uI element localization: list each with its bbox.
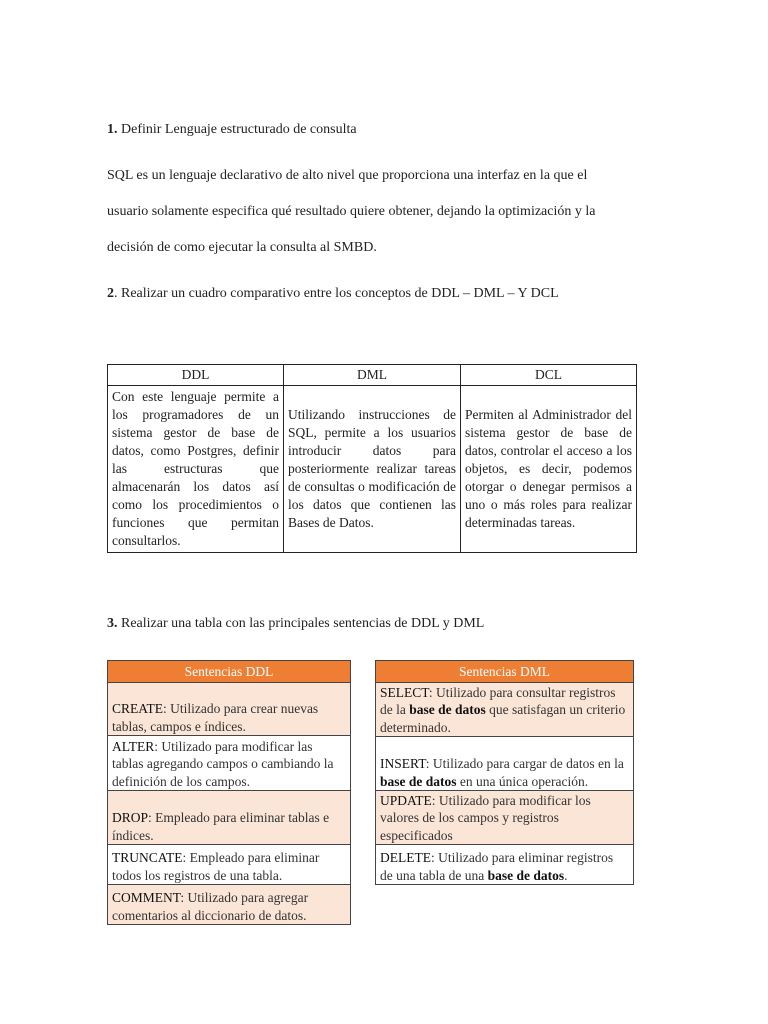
description: : Utilizado para modificar los valores de los campos y registros especificados: [380, 792, 591, 843]
description: : Utilizado para agregar comentarios al diccionario de datos.: [112, 890, 309, 923]
dml-statements-table: [375, 660, 634, 885]
header-dml: DML: [284, 365, 461, 386]
ddl-statements-table: [107, 660, 351, 925]
q3-number: 3.: [107, 616, 118, 631]
description-end: que satisfagan un criterio determinado.: [380, 702, 626, 735]
comparison-header-row: [108, 365, 637, 386]
dml-row-delete: [376, 845, 634, 885]
description: : Empleado para eliminar tablas e índices.: [112, 810, 330, 843]
comparison-body-row: [108, 386, 637, 553]
description: : Utilizado para crear nuevas tablas, campos e índices.: [112, 701, 319, 734]
table-row: [376, 683, 634, 737]
q2-title: . Realizar un cuadro comparativo entre los conceptos de DDL – DML – Y DCL: [114, 286, 559, 301]
ddl-row-comment: [108, 885, 351, 925]
ddl-table-header: Sentencias DDL: [108, 661, 351, 683]
table-row: [376, 791, 634, 845]
keyword: COMMENT: [112, 890, 181, 905]
q3-title: Realizar una tabla con las principales sentencias de DDL y DML: [117, 616, 485, 631]
description: : Utilizado para modificar las tablas agregando campos o cambiando la definición de los campos.: [112, 738, 334, 789]
q1-line-2: usuario solamente especifica qué resultado quiere obtener, dejando la optimización y la: [107, 204, 596, 219]
emphasis: base de datos: [409, 702, 486, 717]
dml-table-header: Sentencias DML: [376, 661, 634, 683]
ddl-row-create: [108, 683, 351, 736]
ddl-row-alter: [108, 736, 351, 791]
keyword: INSERT: [380, 756, 426, 771]
table-row: [108, 736, 351, 791]
keyword: UPDATE: [380, 792, 432, 808]
cell-dml: Utilizando instrucciones de SQL, permite a los usuarios introducir datos para posteriormente realizar tareas de consultas o modificación de los datos que contienen las Bases de Datos.: [284, 386, 461, 553]
ddl-row-truncate: [108, 845, 351, 885]
description: : Utilizado para consultar registros de la: [380, 684, 616, 717]
cell-dcl: Permiten al Administrador del sistema gestor de base de datos, controlar el acceso a los objetos, es decir, podemos otorgar o denegar permisos a uno o más roles para realizar determinadas tareas.: [461, 386, 637, 553]
q1-title: Definir Lenguaje estructurado de consulta: [121, 122, 357, 137]
q2-heading: [107, 285, 559, 303]
keyword: ALTER: [112, 738, 155, 754]
q1-number: 1.: [107, 122, 118, 137]
description-end: en una única operación.: [456, 773, 589, 789]
table-row: [108, 683, 351, 736]
dml-row-insert: [376, 737, 634, 791]
keyword: DELETE: [380, 850, 431, 865]
keyword: TRUNCATE: [112, 850, 183, 865]
table-row: [376, 737, 634, 791]
q2-number: 2: [107, 286, 114, 301]
dml-row-update: [376, 791, 634, 845]
keyword: SELECT: [380, 684, 429, 700]
description: : Utilizado para cargar de datos en la: [425, 756, 624, 771]
ddl-row-drop: [108, 791, 351, 845]
table-row: [108, 791, 351, 845]
q1-heading: [107, 121, 357, 139]
table-row: [108, 885, 351, 925]
header-dcl: DCL: [461, 365, 637, 386]
dml-row-select: [376, 683, 634, 737]
q1-line-1: SQL es un lenguaje declarativo de alto nivel que proporciona una interfaz en la que el: [107, 168, 588, 183]
q3-heading: [107, 615, 484, 633]
emphasis: base de datos: [487, 867, 565, 883]
description: : Utilizado para eliminar registros de una tabla de una: [380, 850, 614, 883]
table-row: [376, 845, 634, 885]
keyword: DROP: [112, 810, 149, 825]
cell-ddl: Con este lenguaje permite a los programadores de un sistema gestor de base de datos, como Postgres, definir las estructuras que almacenarán los datos así como los procedimientos o funciones que permitan consultarlos.: [108, 386, 284, 553]
q1-line-3: decisión de como ejecutar la consulta al SMBD.: [107, 240, 377, 255]
description: : Empleado para eliminar todos los registros de una tabla.: [112, 850, 320, 883]
description-end: .: [564, 867, 568, 883]
header-ddl: DDL: [108, 365, 284, 386]
keyword: CREATE: [112, 701, 164, 716]
emphasis: base de datos: [380, 773, 457, 789]
comparison-table: [107, 364, 637, 553]
table-row: [108, 845, 351, 885]
